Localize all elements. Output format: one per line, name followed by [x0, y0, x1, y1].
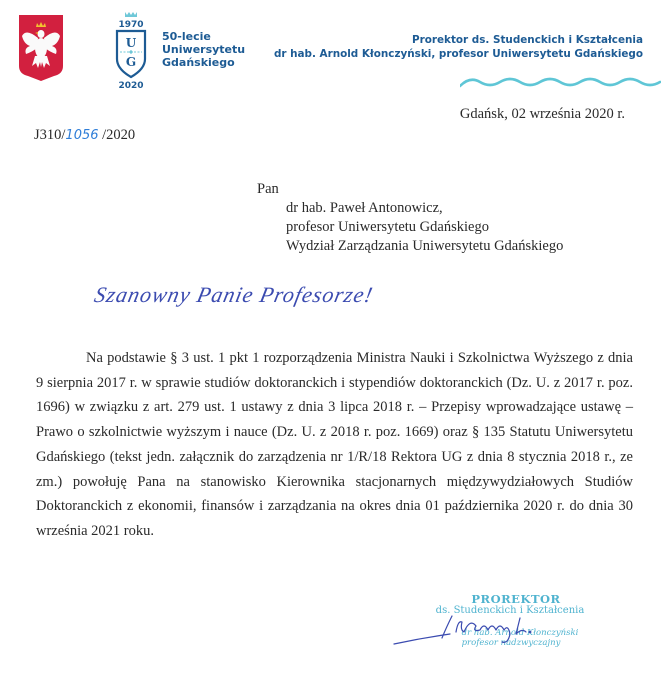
- handwritten-salutation: Szanowny Panie Profesorze!: [92, 282, 376, 307]
- stamp-subtitle: ds. Studenckich i Kształcenia: [435, 605, 585, 616]
- anniversary-line: Gdańskiego: [162, 56, 235, 69]
- polish-eagle-emblem: [18, 14, 64, 82]
- wave-decoration: [460, 74, 661, 90]
- recipient-line: Pan: [257, 181, 279, 197]
- stamp-title: PROREKTOR: [471, 592, 561, 606]
- reference-number: [34, 127, 135, 144]
- recipient-line: Wydział Zarządzania Uniwersytetu Gdańskiego: [286, 238, 564, 254]
- ref-handwritten-number: 1056: [65, 128, 99, 143]
- office-title: Prorektor ds. Studenckich i Kształcenia: [411, 34, 643, 46]
- handwritten-signature: [392, 612, 552, 648]
- recipient-line: dr hab. Paweł Antonowicz,: [286, 200, 443, 216]
- place-date: Gdańsk, 02 września 2020 r.: [459, 106, 625, 122]
- logo-letter-u: U: [125, 36, 137, 50]
- ref-prefix: J310/: [34, 127, 66, 143]
- logo-year-top: 1970: [118, 20, 144, 30]
- ug-anniversary-logo: [114, 9, 148, 89]
- office-holder: dr hab. Arnold Kłonczyński, profesor Uniwersytetu Gdańskiego: [273, 47, 643, 60]
- anniversary-line: 50-lecie: [162, 30, 211, 43]
- body-paragraph: Na podstawie § 3 ust. 1 pkt 1 rozporządzenia Ministra Nauki i Szkolnictwa Wyższego z dnia 9 sierpnia 2017 r. w sprawie studiów doktoranckich i stypendiów doktoranckich (Dz. U. z 2017 r. poz. 1696) w związku z art. 279 ust. 1 ustawy z dnia 3 lipca 2018 r. – Przepisy wprowadzające ustawę – Prawo o szkolnictwie wyższym i nauce (Dz. U. z 2018 r. poz. 1669) oraz § 135 Statutu Uniwersytetu Gdańskiego (tekst jedn. załącznik do zarządzenia nr 1/R/18 Rektora UG z dnia 8 stycznia 2018 r., ze zm.) powołuję Pana na stanowisko Kierownika stacjonarnych międzywydziałowych Studiów Doktoranckich z ekonomii, finansów i zarządzania na okres dnia 01 października 2020 r. do dnia 30 września 2021 roku.: [36, 350, 633, 539]
- stamp-rank: profesor nadzwyczajny: [461, 638, 561, 648]
- logo-letter-g: G: [125, 55, 137, 69]
- logo-year-bottom: 2020: [118, 81, 144, 89]
- anniversary-line: Uniwersytetu: [162, 43, 246, 56]
- anniversary-text: [162, 30, 245, 69]
- recipient-address: [257, 180, 564, 256]
- stamp-name: dr hab. Arnold Kłonczyński: [461, 628, 579, 638]
- ref-suffix: /2020: [98, 127, 136, 143]
- recipient-line: profesor Uniwersytetu Gdańskiego: [286, 219, 489, 235]
- letter-body: [36, 346, 633, 544]
- office-header: [274, 34, 643, 61]
